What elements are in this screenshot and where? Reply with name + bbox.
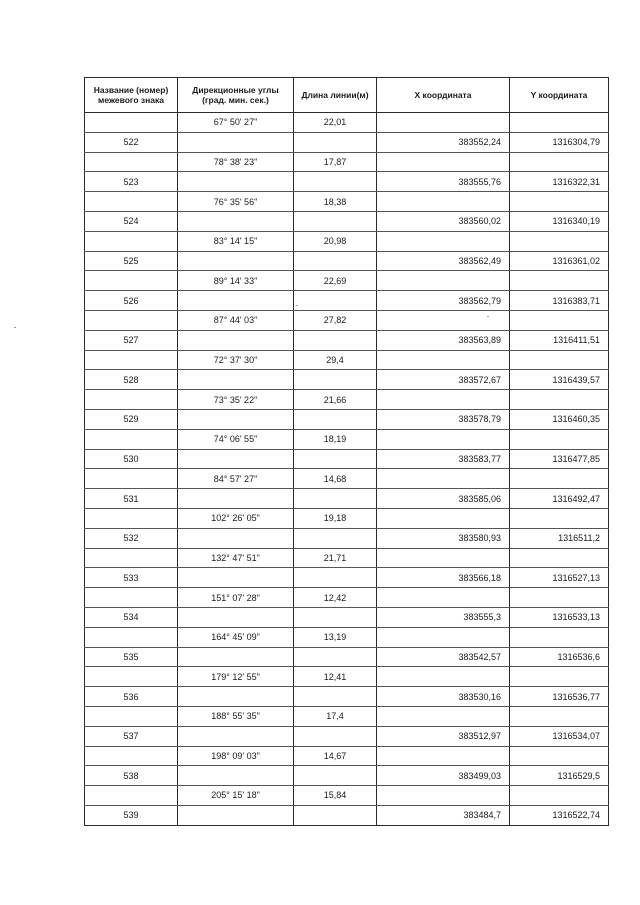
cell-line-length [294,805,377,825]
cell-boundary-mark-name: 524 [85,211,178,231]
cell-line-length [294,291,377,311]
scan-speck [296,305,298,306]
cell-x-coordinate [377,667,510,687]
cell-y-coordinate [510,429,609,449]
cell-direction-angle [178,805,294,825]
table-row [85,469,609,489]
table-row [85,152,609,172]
cell-line-length [294,528,377,548]
cell-line-length: 14,68 [294,469,377,489]
cell-line-length [294,726,377,746]
cell-direction-angle [178,528,294,548]
cell-direction-angle: 87° 44' 03" [178,310,294,330]
cell-boundary-mark-name: 531 [85,489,178,509]
cell-boundary-mark-name: 535 [85,647,178,667]
cell-y-coordinate: 1316533,13 [510,607,609,627]
cell-boundary-mark-name [85,113,178,133]
table-row [85,706,609,726]
table-row [85,132,609,152]
scan-speck [487,316,489,317]
cell-line-length [294,568,377,588]
cell-boundary-mark-name: 526 [85,291,178,311]
cell-line-length: 18,38 [294,192,377,212]
cell-y-coordinate [510,469,609,489]
cell-direction-angle [178,330,294,350]
table-row [85,489,609,509]
cell-y-coordinate: 1316534,07 [510,726,609,746]
table-row [85,607,609,627]
cell-boundary-mark-name [85,231,178,251]
cell-x-coordinate [377,746,510,766]
cell-x-coordinate: 383580,93 [377,528,510,548]
cell-x-coordinate: 383552,24 [377,132,510,152]
cell-direction-angle: 198° 09' 03" [178,746,294,766]
cell-boundary-mark-name: 527 [85,330,178,350]
cell-direction-angle: 164° 45' 09" [178,627,294,647]
cell-y-coordinate: 1316536,77 [510,687,609,707]
table-row [85,687,609,707]
table-row [85,211,609,231]
cell-y-coordinate: 1316411,51 [510,330,609,350]
cell-boundary-mark-name: 534 [85,607,178,627]
cell-x-coordinate [377,192,510,212]
cell-x-coordinate: 383562,79 [377,291,510,311]
cell-line-length [294,766,377,786]
cell-x-coordinate: 383555,76 [377,172,510,192]
cell-y-coordinate: 1316536,6 [510,647,609,667]
cell-x-coordinate [377,706,510,726]
cell-y-coordinate: 1316527,13 [510,568,609,588]
cell-direction-angle [178,687,294,707]
table-row [85,726,609,746]
cell-line-length: 20,98 [294,231,377,251]
table-row [85,528,609,548]
cell-x-coordinate [377,469,510,489]
cell-x-coordinate [377,113,510,133]
cell-line-length: 13,19 [294,627,377,647]
cell-y-coordinate: 1316477,85 [510,449,609,469]
table-row [85,746,609,766]
cell-boundary-mark-name: 539 [85,805,178,825]
table-row [85,429,609,449]
table-row [85,786,609,806]
cell-x-coordinate: 383484,7 [377,805,510,825]
cell-y-coordinate [510,113,609,133]
cell-x-coordinate: 383530,16 [377,687,510,707]
cell-boundary-mark-name [85,152,178,172]
table-row [85,390,609,410]
cell-y-coordinate: 1316522,74 [510,805,609,825]
cell-boundary-mark-name: 528 [85,370,178,390]
cell-x-coordinate [377,429,510,449]
cell-direction-angle: 89° 14' 33" [178,271,294,291]
cell-line-length [294,449,377,469]
cell-x-coordinate [377,310,510,330]
cell-line-length: 22,01 [294,113,377,133]
cell-boundary-mark-name [85,548,178,568]
table-row [85,548,609,568]
cell-line-length [294,132,377,152]
cell-line-length: 17,87 [294,152,377,172]
cell-direction-angle: 132° 47' 51" [178,548,294,568]
cell-line-length [294,172,377,192]
table-row [85,588,609,608]
cell-line-length: 22,69 [294,271,377,291]
cell-x-coordinate: 383572,67 [377,370,510,390]
cell-x-coordinate [377,152,510,172]
cell-y-coordinate: 1316439,57 [510,370,609,390]
cell-direction-angle [178,132,294,152]
header-y-coordinate: Y координата [510,78,609,113]
cell-direction-angle: 67° 50' 27" [178,113,294,133]
cell-y-coordinate [510,786,609,806]
cell-boundary-mark-name [85,271,178,291]
cell-direction-angle [178,370,294,390]
cell-direction-angle: 151° 07' 28" [178,588,294,608]
cell-line-length: 14,67 [294,746,377,766]
cell-y-coordinate [510,667,609,687]
cell-direction-angle: 76° 35' 56" [178,192,294,212]
cell-boundary-mark-name [85,786,178,806]
cell-x-coordinate [377,786,510,806]
cell-y-coordinate [510,627,609,647]
header-x-coordinate: X координата [377,78,510,113]
cell-y-coordinate [510,271,609,291]
table-header-row [85,78,609,113]
cell-line-length: 29,4 [294,350,377,370]
table-row [85,508,609,528]
table-row [85,370,609,390]
cell-direction-angle: 102° 26' 05" [178,508,294,528]
cell-direction-angle [178,568,294,588]
scan-speck [14,327,16,328]
cell-y-coordinate: 1316460,35 [510,409,609,429]
cell-boundary-mark-name: 536 [85,687,178,707]
cell-boundary-mark-name [85,508,178,528]
cell-line-length [294,647,377,667]
cell-y-coordinate: 1316361,02 [510,251,609,271]
cell-x-coordinate: 383560,02 [377,211,510,231]
cell-direction-angle [178,291,294,311]
cell-x-coordinate [377,548,510,568]
cell-boundary-mark-name: 530 [85,449,178,469]
table-row [85,231,609,251]
cell-x-coordinate [377,508,510,528]
cell-boundary-mark-name: 532 [85,528,178,548]
cell-line-length: 15,84 [294,786,377,806]
table-row [85,805,609,825]
cell-y-coordinate [510,231,609,251]
boundary-coordinates-table [84,77,609,826]
cell-direction-angle [178,489,294,509]
cell-direction-angle [178,607,294,627]
cell-boundary-mark-name: 537 [85,726,178,746]
cell-y-coordinate [510,706,609,726]
cell-direction-angle: 73° 35' 22" [178,390,294,410]
cell-boundary-mark-name [85,310,178,330]
table-row [85,251,609,271]
cell-direction-angle [178,766,294,786]
cell-direction-angle: 83° 14' 15" [178,231,294,251]
cell-x-coordinate: 383583,77 [377,449,510,469]
cell-boundary-mark-name [85,706,178,726]
cell-boundary-mark-name: 525 [85,251,178,271]
table-row [85,647,609,667]
table-row [85,330,609,350]
cell-direction-angle [178,409,294,429]
cell-direction-angle [178,726,294,746]
cell-direction-angle: 78° 38' 23" [178,152,294,172]
cell-line-length [294,607,377,627]
cell-boundary-mark-name: 538 [85,766,178,786]
cell-line-length: 27,82 [294,310,377,330]
cell-line-length [294,330,377,350]
cell-direction-angle [178,647,294,667]
cell-y-coordinate [510,508,609,528]
cell-y-coordinate: 1316322,31 [510,172,609,192]
cell-x-coordinate: 383542,57 [377,647,510,667]
cell-boundary-mark-name [85,192,178,212]
cell-boundary-mark-name [85,746,178,766]
cell-y-coordinate: 1316340,19 [510,211,609,231]
cell-x-coordinate [377,231,510,251]
table-row [85,310,609,330]
table-row [85,113,609,133]
table-body [85,113,609,826]
table-row [85,627,609,647]
cell-boundary-mark-name [85,429,178,449]
cell-boundary-mark-name [85,627,178,647]
cell-line-length [294,409,377,429]
cell-y-coordinate [510,350,609,370]
cell-y-coordinate [510,192,609,212]
cell-x-coordinate [377,627,510,647]
cell-x-coordinate [377,271,510,291]
table-row [85,449,609,469]
cell-line-length: 12,41 [294,667,377,687]
table-row [85,291,609,311]
cell-y-coordinate: 1316492,47 [510,489,609,509]
cell-boundary-mark-name [85,588,178,608]
cell-y-coordinate [510,152,609,172]
cell-direction-angle [178,251,294,271]
cell-x-coordinate: 383512,97 [377,726,510,746]
cell-x-coordinate: 383566,18 [377,568,510,588]
cell-boundary-mark-name: 522 [85,132,178,152]
cell-x-coordinate [377,390,510,410]
cell-direction-angle [178,211,294,231]
cell-line-length [294,687,377,707]
cell-x-coordinate: 383563,89 [377,330,510,350]
cell-line-length: 21,71 [294,548,377,568]
cell-x-coordinate: 383578,79 [377,409,510,429]
cell-boundary-mark-name [85,667,178,687]
table-row [85,766,609,786]
cell-y-coordinate [510,390,609,410]
cell-x-coordinate: 383555,3 [377,607,510,627]
cell-direction-angle: 84° 57' 27" [178,469,294,489]
cell-direction-angle: 72° 37' 30" [178,350,294,370]
cell-y-coordinate: 1316383,71 [510,291,609,311]
header-line-length: Длина линии(м) [294,78,377,113]
cell-direction-angle: 188° 55' 35" [178,706,294,726]
cell-x-coordinate: 383562,49 [377,251,510,271]
cell-y-coordinate: 1316304,79 [510,132,609,152]
cell-direction-angle: 179° 12' 55" [178,667,294,687]
cell-line-length [294,489,377,509]
cell-boundary-mark-name [85,469,178,489]
table-row [85,271,609,291]
cell-x-coordinate [377,588,510,608]
cell-direction-angle: 74° 06' 55" [178,429,294,449]
cell-y-coordinate: 1316529,5 [510,766,609,786]
cell-line-length [294,251,377,271]
table-row [85,350,609,370]
cell-boundary-mark-name: 533 [85,568,178,588]
cell-boundary-mark-name [85,350,178,370]
cell-boundary-mark-name [85,390,178,410]
cell-line-length [294,211,377,231]
cell-y-coordinate [510,310,609,330]
cell-y-coordinate: 1316511,2 [510,528,609,548]
table-row [85,192,609,212]
cell-line-length: 12,42 [294,588,377,608]
cell-line-length: 18,19 [294,429,377,449]
table-row [85,568,609,588]
table-row [85,172,609,192]
cell-line-length: 17,4 [294,706,377,726]
cell-boundary-mark-name: 529 [85,409,178,429]
cell-y-coordinate [510,746,609,766]
cell-line-length: 21,66 [294,390,377,410]
cell-y-coordinate [510,588,609,608]
cell-x-coordinate: 383585,06 [377,489,510,509]
header-direction-angle: Дирекционные углы (град. мин. сек.) [178,78,294,113]
cell-direction-angle [178,449,294,469]
table-row [85,409,609,429]
table-row [85,667,609,687]
cell-x-coordinate [377,350,510,370]
cell-line-length: 19,18 [294,508,377,528]
cell-direction-angle [178,172,294,192]
cell-boundary-mark-name: 523 [85,172,178,192]
cell-y-coordinate [510,548,609,568]
cell-x-coordinate: 383499,03 [377,766,510,786]
header-boundary-mark-name: Название (номер) межевого знака [85,78,178,113]
cell-direction-angle: 205° 15' 18" [178,786,294,806]
cell-line-length [294,370,377,390]
